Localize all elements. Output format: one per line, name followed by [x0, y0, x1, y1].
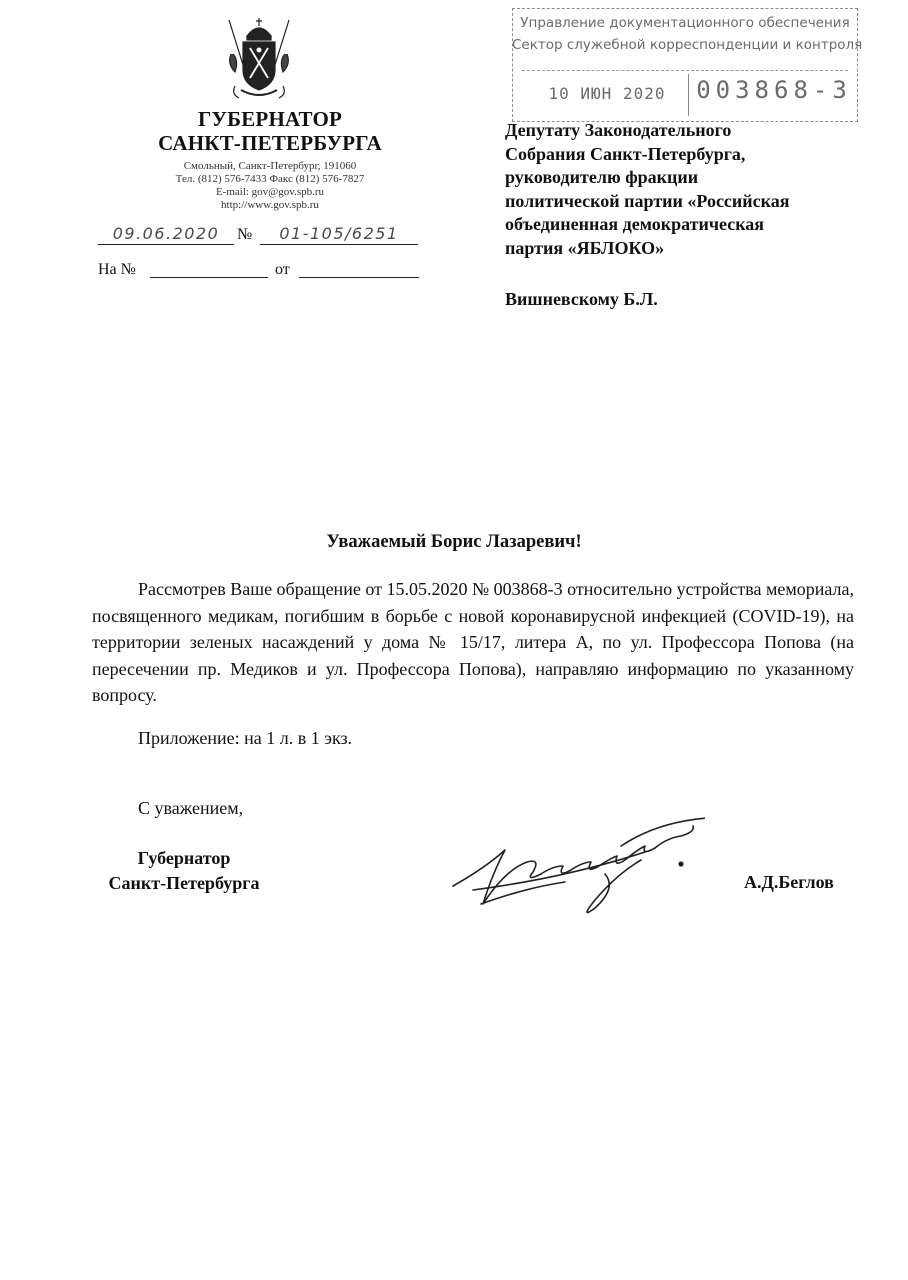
- outgoing-date: 09.06.2020: [98, 224, 234, 245]
- stamp-number: 003868-3: [696, 76, 852, 104]
- stamp-date: 10 ИЮН 2020: [548, 84, 666, 103]
- handwritten-signature: [445, 808, 705, 918]
- stamp-department: Управление документационного обеспечения: [520, 15, 850, 31]
- addressee-line: объединенная демократическая: [505, 214, 765, 234]
- salutation: Уважаемый Борис Лазаревич!: [326, 532, 582, 552]
- addressee-line: партия «ЯБЛОКО»: [505, 237, 665, 258]
- addressee-line: Депутату Законодательного: [505, 120, 732, 140]
- letterhead-email: E-mail: gov@gov.spb.ru: [215, 186, 325, 198]
- reply-from-label: от: [275, 261, 290, 278]
- coat-of-arms-icon: [219, 14, 299, 106]
- registration-stamp: [512, 8, 863, 122]
- letterhead-address: Смольный, Санкт-Петербург, 191060: [183, 160, 357, 172]
- addressee-block: [505, 119, 865, 260]
- letterhead-title: ГУБЕРНАТОР: [197, 107, 343, 131]
- outgoing-number: 01-105/6251: [260, 224, 418, 245]
- addressee-line: Собрания Санкт-Петербурга,: [505, 143, 746, 164]
- reply-to-blank: [150, 277, 268, 278]
- addressee-line: политической партии «Российская: [505, 190, 790, 211]
- reply-from-blank: [299, 277, 419, 278]
- number-sign: №: [237, 226, 253, 243]
- letterhead-phone-fax: Тел. (812) 576-7433 Факс (812) 576-7827: [175, 173, 365, 185]
- letterhead-website: http://www.gov.spb.ru: [221, 199, 319, 211]
- attachment-note: Приложение: на 1 л. в 1 экз.: [138, 728, 353, 748]
- signatory-name: А.Д.Беглов: [744, 872, 834, 892]
- addressee-name: Вишневскому Б.Л.: [505, 289, 658, 309]
- stamp-divider: [522, 70, 848, 71]
- closing: С уважением,: [138, 798, 244, 818]
- stamp-sector: Сектор служебной корреспонденции и контроля: [512, 37, 863, 53]
- addressee-line: руководителю фракции: [505, 167, 699, 187]
- signatory-title: [92, 846, 276, 896]
- letterhead-subtitle: САНКТ-ПЕТЕРБУРГА: [158, 131, 382, 155]
- signatory-title-line: Санкт-Петербурга: [108, 873, 260, 893]
- reply-to-label: На №: [98, 261, 136, 278]
- letter-body: Рассмотрев Ваше обращение от 15.05.2020 № 003868-3 относительно устройства мемориала, посвященного медикам, погибшим в борьбе с новой коронавирусной инфекцией (COVID-19), на территории зеленых насаждений у дома № 15/17, литера А, по ул. Профессора Попова (на пересечении пр. Медиков и ул. Профессора Попова), направляю информацию по указанному вопросу.: [92, 579, 854, 706]
- stamp-vertical-divider: [688, 74, 689, 116]
- signatory-title-line: Губернатор: [137, 848, 231, 868]
